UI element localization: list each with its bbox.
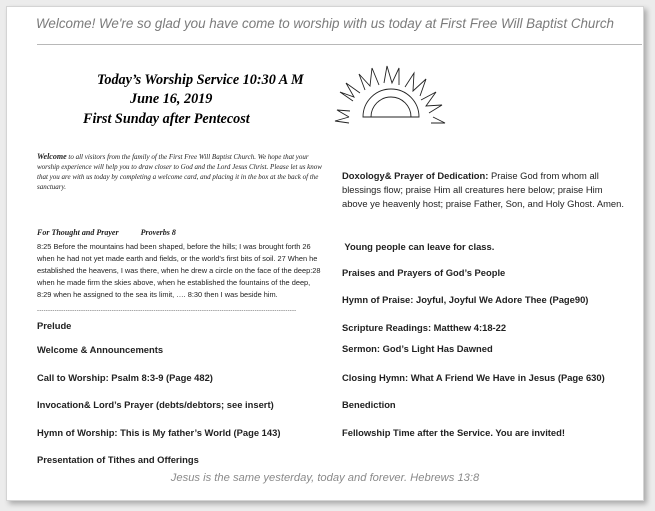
section-separator: ----------------------------------------------------------------------------------------------------------------------	[37, 308, 297, 314]
order-item-scripture: Scripture Readings: Matthew 4:18-22	[342, 322, 507, 333]
scripture-passage: 8:25 Before the mountains had been shaped, before the hills; I was brought forth 26 when he had not yet made earth and fields, or the world's first bits of soil. 27 When he established the heavens, I was there, when he drew a circle on the face of the deep:28 when he made firm the skies above, when he established the fountains of the deep, 8:29 when he assigned to the sea its limit, …. 8:30 then I was beside him.	[37, 242, 321, 299]
doxology-text: Praise God from whom all blessings flow; praise Him all creatures here below; praise Him above ye heavenly host; praise Father, Son, and Holy Ghost. Amen.	[342, 170, 624, 210]
order-item-benediction: Benediction	[342, 399, 396, 410]
footer-verse: Jesus is the same yesterday, today and forever. Hebrews 13:8	[170, 472, 480, 484]
order-item-fellowship: Fellowship Time after the Service. You are invited!	[342, 427, 565, 438]
welcome-lead: Welcome	[37, 152, 67, 161]
order-item-sermon: Sermon: God’s Light Has Dawned	[342, 343, 493, 354]
thought-heading	[37, 228, 176, 237]
service-title: Today’s Worship Service 10:30 A M	[97, 72, 304, 88]
sun-icon	[329, 65, 447, 135]
order-item-young-people: Young people can leave for class.	[342, 241, 495, 252]
order-item-call-to-worship: Call to Worship: Psalm 8:3-9 (Page 482)	[37, 372, 213, 383]
doxology-paragraph	[342, 169, 624, 212]
thought-reference: Proverbs 8	[140, 228, 176, 237]
order-item-praises: Praises and Prayers of God’s People	[342, 267, 506, 278]
order-item-welcome: Welcome & Announcements	[37, 344, 164, 355]
order-item-hymn-of-praise: Hymn of Praise: Joyful, Joyful We Adore Thee (Page90)	[342, 294, 589, 305]
order-item-prelude: Prelude	[37, 320, 72, 331]
doxology-label: Doxology& Prayer of Dedication:	[342, 170, 489, 181]
header-divider	[37, 44, 642, 45]
order-item-hymn-of-worship: Hymn of Worship: This is My father’s World (Page 143)	[37, 427, 281, 438]
welcome-paragraph	[37, 152, 322, 192]
thought-label: For Thought and Prayer	[37, 228, 119, 237]
order-item-closing-hymn: Closing Hymn: What A Friend We Have in Jesus (Page 630)	[342, 372, 605, 383]
welcome-text: to all visitors from the family of the First Free Will Baptist Church. We hope that your worship experience will help you to draw closer to God and the Lord Jesus Christ. Please let us know that you are with us today by completing a welcome card, and placing it in the box at the back of the sanctuary.	[37, 153, 322, 191]
bulletin-page	[6, 6, 644, 501]
service-date: June 16, 2019	[130, 91, 213, 107]
welcome-header: Welcome! We're so glad you have come to worship with us today at First Free Will Baptist Church	[36, 16, 614, 31]
order-item-tithes: Presentation of Tithes and Offerings	[37, 454, 199, 465]
service-occasion: First Sunday after Pentecost	[83, 111, 250, 127]
order-item-invocation: Invocation& Lord’s Prayer (debts/debtors; see insert)	[37, 399, 274, 410]
